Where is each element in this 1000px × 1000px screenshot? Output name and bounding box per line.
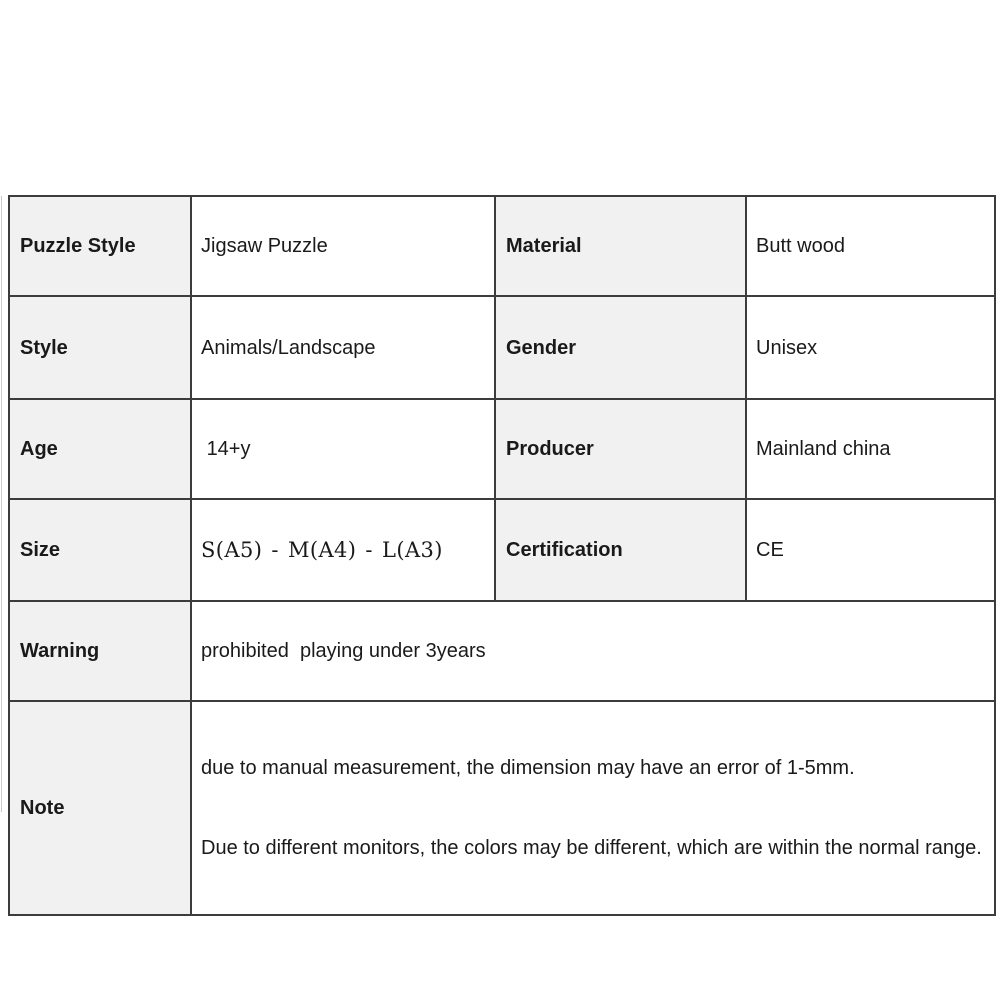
spec-label-warning: Warning bbox=[9, 601, 191, 701]
spec-value-certification: CE bbox=[746, 499, 995, 601]
note-line-2: Due to different monitors, the colors may be different, which are within the normal range. bbox=[201, 837, 982, 859]
spec-label-puzzle-style: Puzzle Style bbox=[9, 196, 191, 296]
spec-value-note bbox=[191, 701, 995, 915]
spec-value-puzzle-style: Jigsaw Puzzle bbox=[191, 196, 495, 296]
spec-value-age: 14+y bbox=[191, 399, 495, 499]
spec-value-gender: Unisex bbox=[746, 296, 995, 399]
spec-label-material: Material bbox=[495, 196, 746, 296]
spec-value-material: Butt wood bbox=[746, 196, 995, 296]
spec-label-producer: Producer bbox=[495, 399, 746, 499]
spec-value-style: Animals/Landscape bbox=[191, 296, 495, 399]
note-line-1: due to manual measurement, the dimension may have an error of 1-5mm. bbox=[201, 757, 855, 779]
product-spec-table bbox=[8, 195, 996, 916]
table-row-note bbox=[9, 701, 995, 915]
spec-label-note: Note bbox=[9, 701, 191, 915]
spec-label-age: Age bbox=[9, 399, 191, 499]
spec-label-size: Size bbox=[9, 499, 191, 601]
table-row-size-certification bbox=[9, 499, 995, 601]
table-row-age-producer bbox=[9, 399, 995, 499]
table-row-style-gender bbox=[9, 296, 995, 399]
spec-label-gender: Gender bbox=[495, 296, 746, 399]
spec-value-warning: prohibited playing under 3years bbox=[191, 601, 995, 701]
left-edge-artifact-line bbox=[1, 196, 2, 812]
spec-label-certification: Certification bbox=[495, 499, 746, 601]
spec-value-size: S(A5) - M(A4) - L(A3) bbox=[191, 499, 495, 601]
table-row-puzzle-style-material bbox=[9, 196, 995, 296]
table-row-warning bbox=[9, 601, 995, 701]
spec-label-style: Style bbox=[9, 296, 191, 399]
spec-value-producer: Mainland china bbox=[746, 399, 995, 499]
